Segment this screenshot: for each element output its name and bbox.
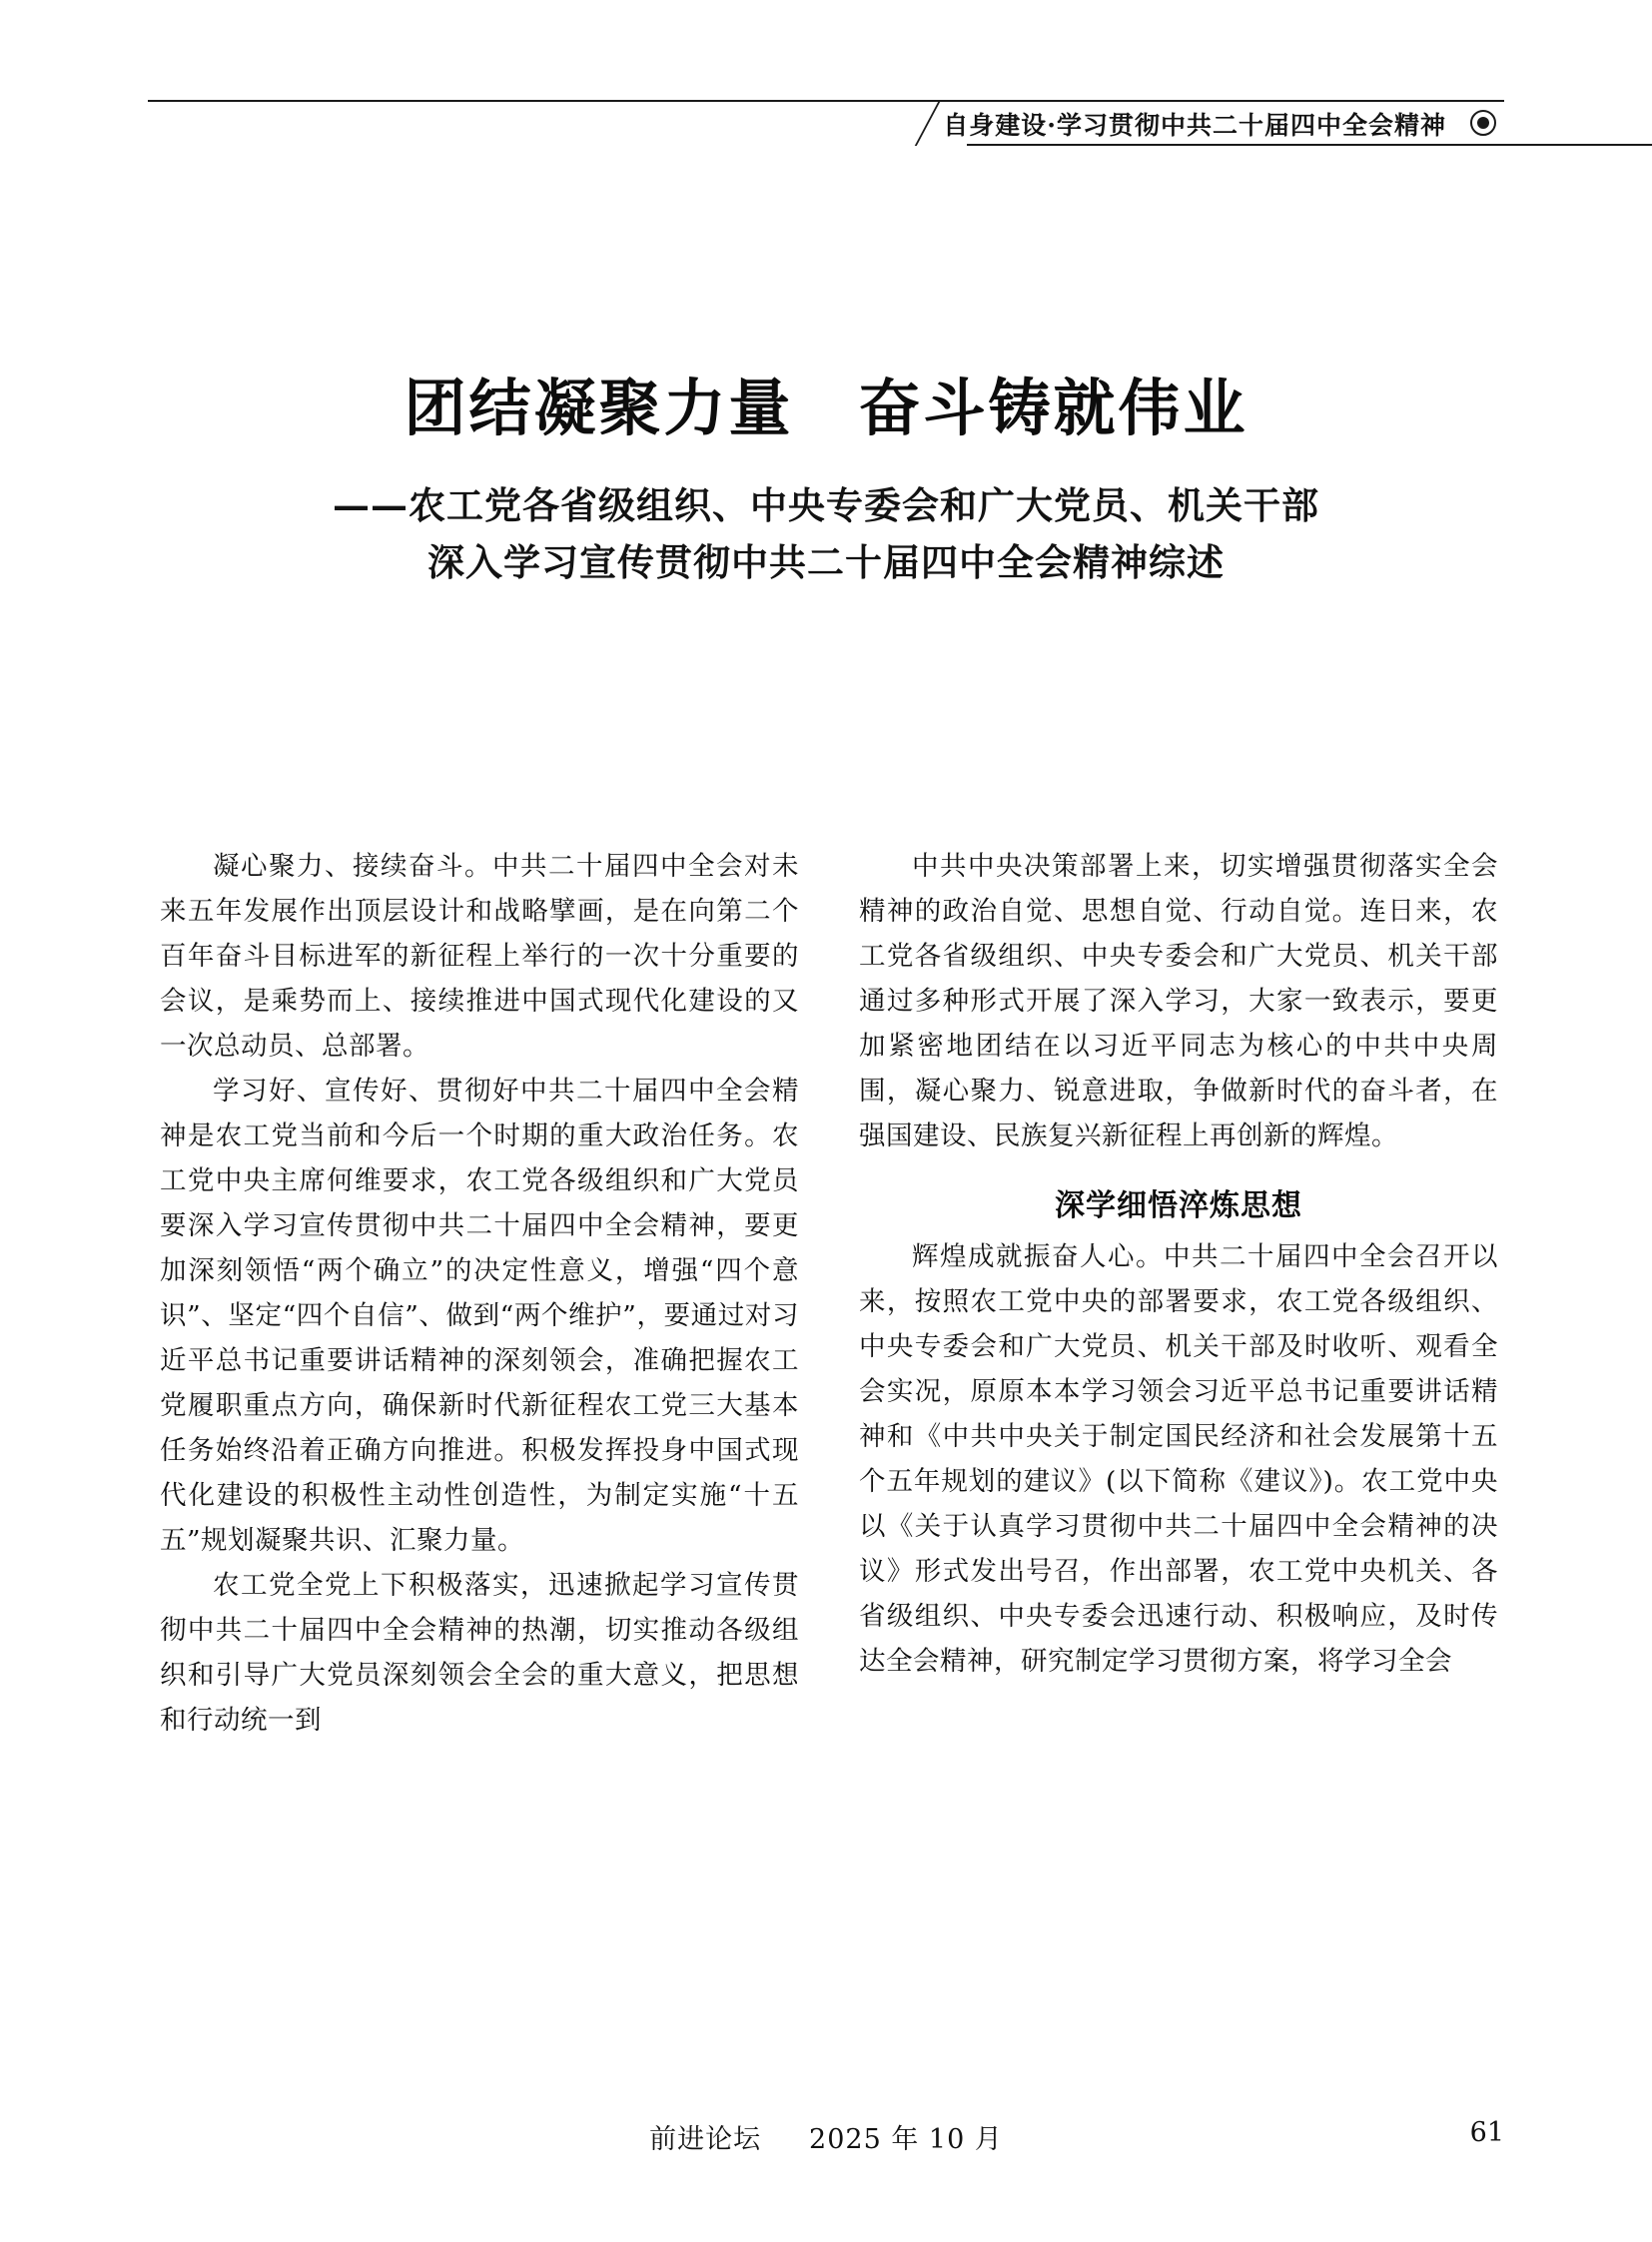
paragraph: 学习好、宣传好、贯彻好中共二十届四中全会精神是农工党当前和今后一个时期的重大政治任务。农工党中央主席何维要求，农工党各级组织和广大党员要深入学习宣传贯彻中共二十届四中全会精神，要更加深刻领悟“两个确立”的决定性意义，增强“四个意识”、坚定“四个自信”、做到“两个维护”，要通过对习近平总书记重要讲话精神的深刻领会，准确把握农工党履职重点方向，确保新时代新征程农工党三大基本任务始终沿着正确方向推进。积极发挥投身中国式现代化建设的积极性主动性创造性，为制定实施“十五五”规划凝聚共识、汇聚力量。 [160, 1076, 799, 1556]
page-footer [148, 2117, 1504, 2157]
article-title-block [148, 370, 1504, 591]
article-body [160, 844, 1498, 2052]
paragraph: 农工党全党上下积极落实，迅速掀起学习宣传贯彻中共二十届四中全会精神的热潮，切实推动各级组织和引导广大党员深刻领会全会的重大意义，把思想和行动统一到 [160, 1570, 799, 1736]
page-title: 团结凝聚力量 奋斗铸就伟业 [404, 372, 1248, 444]
paragraph: 辉煌成就振奋人心。中共二十届四中全会召开以来，按照农工党中央的部署要求，农工党各级组织、中央专委会和广大党员、机关干部及时收听、观看全会实况，原原本本学习领会习近平总书记重要讲话精神和《中共中央关于制定国民经济和社会发展第十五个五年规划的建议》(以下简称《建议》)。农工党中央以《关于认真学习贯彻中共二十届四中全会精神的决议》形式发出号召，作出部署，农工党中央机关、各省级组织、中央专委会迅速行动、积极响应，及时传达全会精神，研究制定学习贯彻方案，将学习全会 [859, 1241, 1498, 1677]
footer-issue-date: 2025 年 10 月 [809, 2124, 1003, 2155]
paragraph: 凝心聚力、接续奋斗。中共二十届四中全会对未来五年发展作出顶层设计和战略擘画，是在向第二个百年奋斗目标进军的新征程上举行的一次十分重要的会议，是乘势而上、接续推进中国式现代化建设的又一次总动员、总部署。 [160, 851, 799, 1062]
circle-dot-icon [1470, 110, 1496, 136]
article-subtitle-line-1: ——农工党各省级组织、中央专委会和广大党员、机关干部 [333, 482, 1319, 527]
section-heading: 深学细悟淬炼思想 [1055, 1188, 1302, 1223]
footer-publication-name: 前进论坛 [649, 2124, 762, 2155]
article-subtitle [148, 477, 1504, 592]
header-rule-left [148, 100, 1504, 102]
footer-publication-info [649, 2117, 1003, 2156]
body-column-right [859, 844, 1498, 2052]
page-number: 61 [1469, 2117, 1504, 2148]
article-subtitle-line-2: 深入学习宣传贯彻中共二十届四中全会精神综述 [427, 539, 1225, 584]
header-section-title: 自身建设·学习贯彻中共二十届四中全会精神 [943, 111, 1446, 140]
paragraph: 中共中央决策部署上来，切实增强贯彻落实全会精神的政治自觉、思想自觉、行动自觉。连日来，农工党各省级组织、中央专委会和广大党员、机关干部通过多种形式开展了深入学习，大家一致表示，要更加紧密地团结在以习近平同志为核心的中共中央周围，凝心聚力、锐意进取，争做新时代的奋斗者，在强国建设、民族复兴新征程上再创新的辉煌。 [859, 851, 1498, 1151]
header-rule-right [967, 144, 1652, 146]
page-header [148, 78, 1504, 138]
body-column-left [160, 844, 799, 2052]
